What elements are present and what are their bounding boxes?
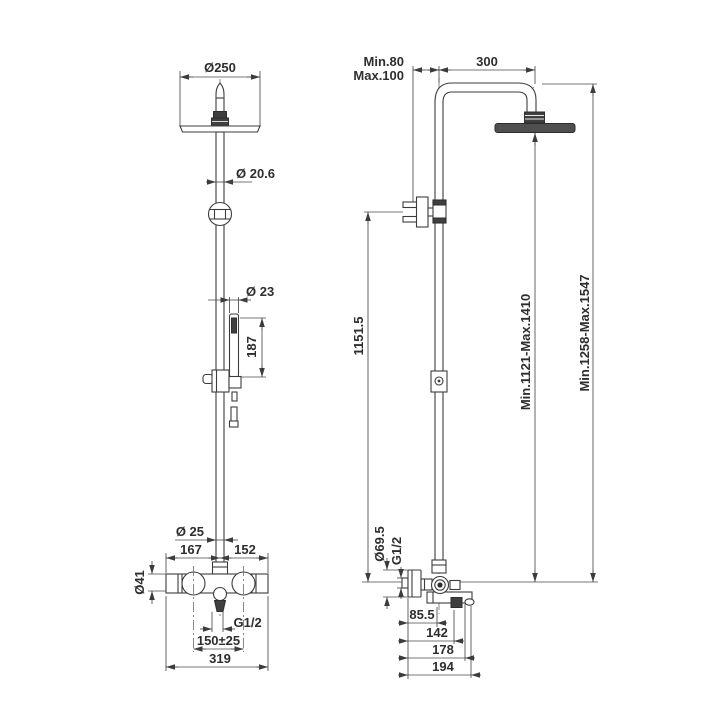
supply-distance-label: 150±25 [196,633,241,648]
side-wall-bracket [403,197,446,227]
front-view [132,60,275,671]
side-spout [451,598,462,608]
wall-offset-max-label: Max.100 [353,68,404,83]
front-hose-hook [230,407,239,427]
side-dim-head-height [518,133,535,582]
escutcheon-diameter-label: Ø69.5 [372,526,387,562]
side-shower-head [495,112,575,133]
side-dim-total-height [542,84,597,582]
front-dim-valve-diameter [132,561,166,604]
side-head-plate [495,124,575,133]
side-dim-wall-offset [353,54,439,83]
side-slider-bracket [431,371,447,392]
side-diverter-knob [465,599,474,605]
front-head-arm [212,83,229,126]
outlet-thread-label: G1/2 [233,615,262,630]
front-dim-supply-distance [194,633,244,649]
total-height-range-label: Min.1258-Max.1547 [577,274,592,392]
arm-length-label: 300 [476,54,498,69]
left-span-label: 167 [180,542,202,557]
front-dim-handshower-length [240,318,266,377]
depth-to-spout-label: 142 [426,625,448,640]
front-riser-pipe [216,132,224,563]
front-ball-joint [209,203,232,226]
front-dim-riser-diameter [175,524,238,540]
handshower-diameter-label: Ø 23 [246,284,275,299]
side-slider-pin [438,380,441,383]
front-outlet-spout [215,601,226,612]
wall-offset-min-label: Min.80 [363,54,404,69]
right-span-label: 152 [234,542,256,557]
pipe-diameter-label: Ø 20.6 [236,166,276,181]
side-valve-center [437,582,442,587]
side-valve-assembly [402,560,474,608]
depth-total-label: 194 [432,659,454,674]
depth-to-axis-label: 85.5 [409,607,435,622]
front-shower-head-plate [180,126,260,132]
side-dim-inlet-thread [389,537,406,599]
side-dim-arm-length [439,54,535,84]
front-diverter [214,588,227,601]
head-height-range-label: Min.1121-Max.1410 [518,293,533,411]
total-width-label: 319 [209,651,231,666]
front-thermostatic-valve [166,562,268,612]
bracket-height-label: 1151.5 [351,316,366,356]
inlet-thread-label: G1/2 [389,536,404,566]
handshower-length-label: 187 [244,336,259,358]
side-dim-depths [398,598,481,679]
riser-diameter-label: Ø 25 [175,524,204,539]
head-diameter-label: Ø250 [204,60,236,75]
depth-to-body-label: 178 [432,642,454,657]
valve-diameter-label: Ø41 [132,570,147,595]
side-view [351,54,598,679]
front-dim-outlet-thread [200,612,262,632]
